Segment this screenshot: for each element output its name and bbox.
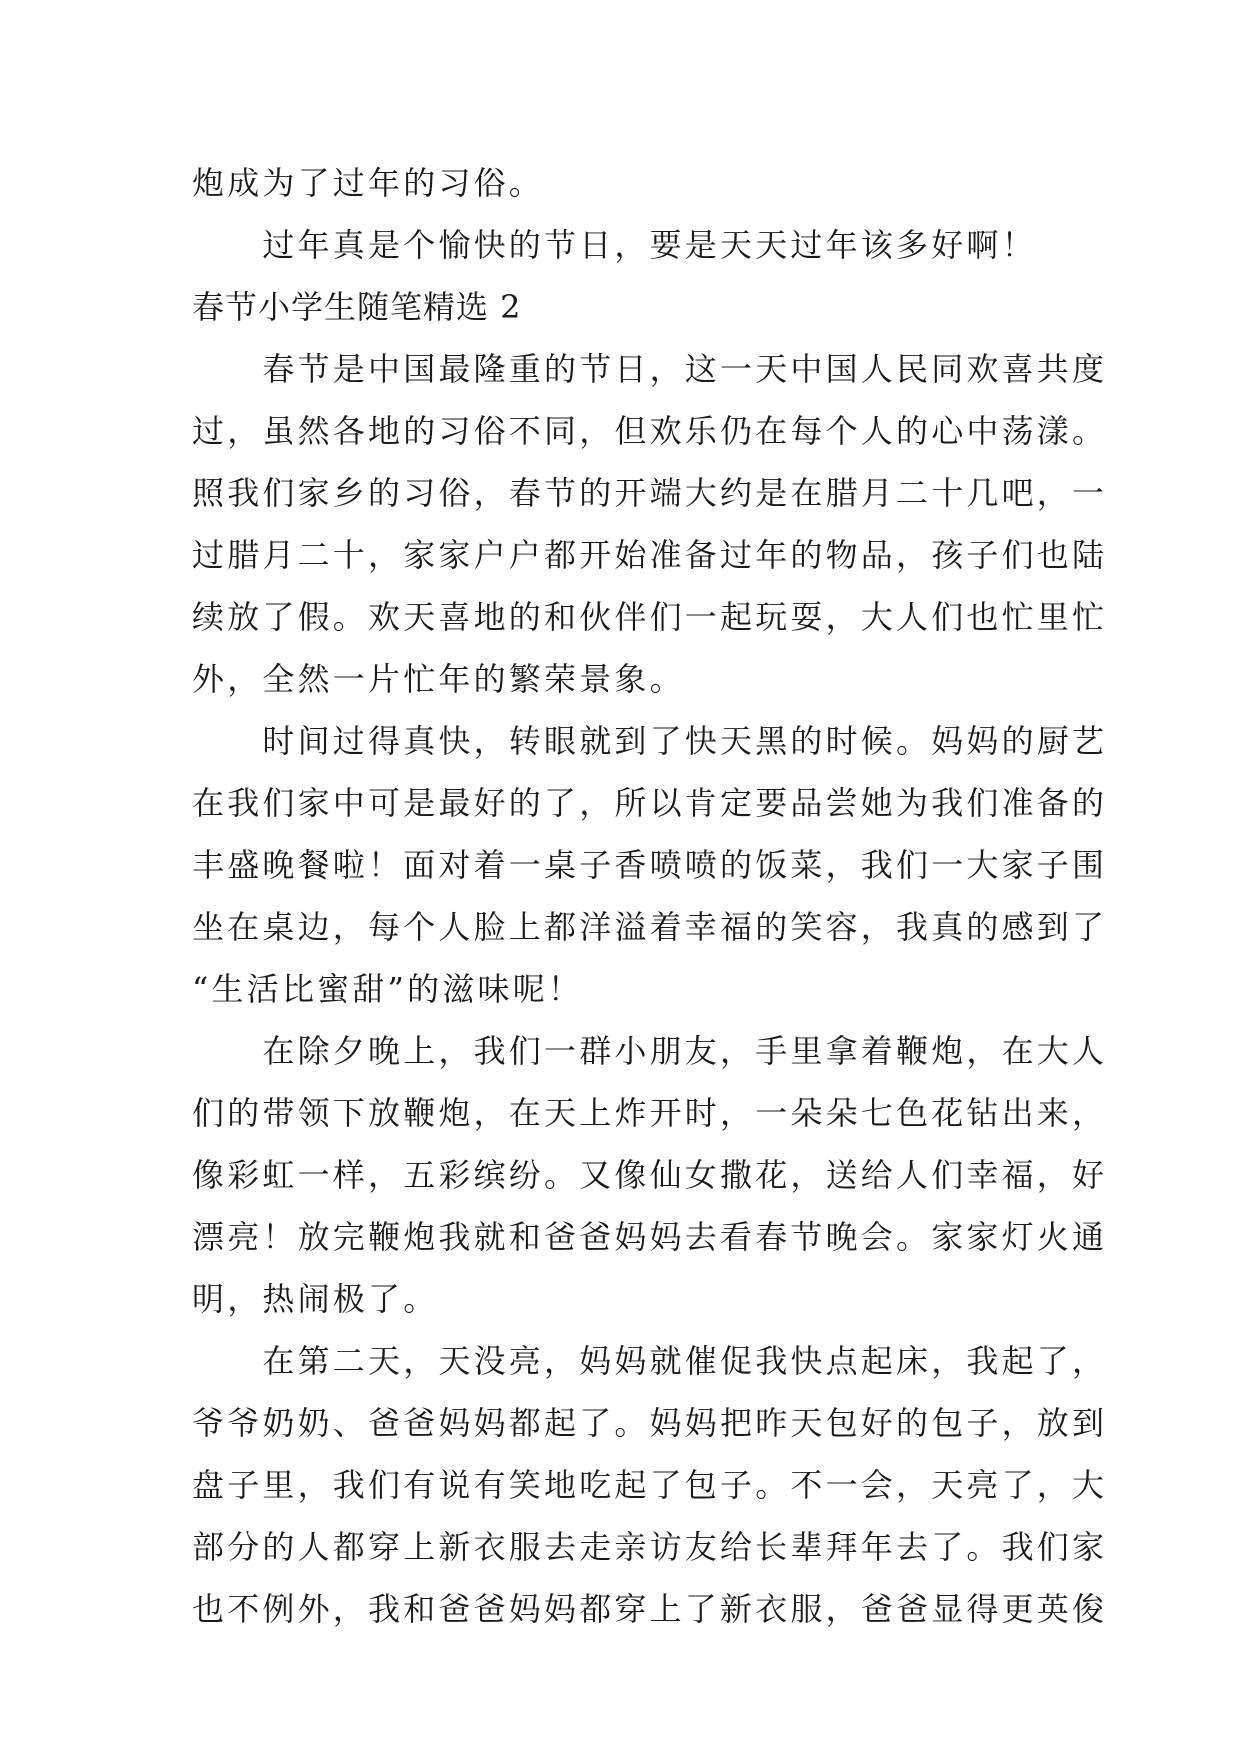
body-line: 像彩虹一样，五彩缤纷。又像仙女撒花，送给人们幸福，好 (192, 1156, 1108, 1194)
paragraph-line: 时间过得真快，转眼就到了快天黑的时候。妈妈的厨艺 (192, 722, 1108, 760)
paragraph-line: 在第二天，天没亮，妈妈就催促我快点起床，我起了， (192, 1342, 1108, 1380)
body-line: 爷爷奶奶、爸爸妈妈都起了。妈妈把昨天包好的包子，放到 (192, 1404, 1108, 1442)
essay-body (192, 152, 1108, 1640)
section-heading: 春节小学生随笔精选 2 (192, 288, 522, 326)
body-line: 丰盛晚餐啦！面对着一桌子香喷喷的饭菜，我们一大家子围 (192, 846, 1108, 884)
body-line: 续放了假。欢天喜地的和伙伴们一起玩耍，大人们也忙里忙 (192, 598, 1108, 636)
body-line: 也不例外，我和爸爸妈妈都穿上了新衣服，爸爸显得更英俊 (192, 1590, 1108, 1628)
body-line: 盘子里，我们有说有笑地吃起了包子。不一会，天亮了，大 (192, 1466, 1108, 1504)
body-line: 漂亮！放完鞭炮我就和爸爸妈妈去看春节晚会。家家灯火通 (192, 1218, 1108, 1256)
body-line: 过腊月二十，家家户户都开始准备过年的物品，孩子们也陆 (192, 536, 1108, 574)
body-line: 坐在桌边，每个人脸上都洋溢着幸福的笑容，我真的感到了 (192, 908, 1108, 946)
paragraph-line: 过年真是个愉快的节日，要是天天过年该多好啊！ (192, 226, 1037, 264)
body-line: 在我们家中可是最好的了，所以肯定要品尝她为我们准备的 (192, 784, 1108, 822)
body-line: 炮成为了过年的习俗。 (192, 164, 545, 202)
body-line: “生活比蜜甜”的滋味呢！ (192, 970, 584, 1008)
body-line: 外，全然一片忙年的繁荣景象。 (192, 660, 685, 698)
body-line: 们的带领下放鞭炮，在天上炸开时，一朵朵七色花钻出来， (192, 1094, 1108, 1132)
body-line: 部分的人都穿上新衣服去走亲访友给长辈拜年去了。我们家 (192, 1528, 1108, 1566)
body-line: 过，虽然各地的习俗不同，但欢乐仍在每个人的心中荡漾。 (192, 412, 1108, 450)
body-line: 明，热闹极了。 (192, 1280, 439, 1318)
body-line: 照我们家乡的习俗，春节的开端大约是在腊月二十几吧，一 (192, 474, 1108, 512)
paragraph-line: 春节是中国最隆重的节日，这一天中国人民同欢喜共度 (192, 350, 1108, 388)
paragraph-line: 在除夕晚上，我们一群小朋友，手里拿着鞭炮，在大人 (192, 1032, 1108, 1070)
